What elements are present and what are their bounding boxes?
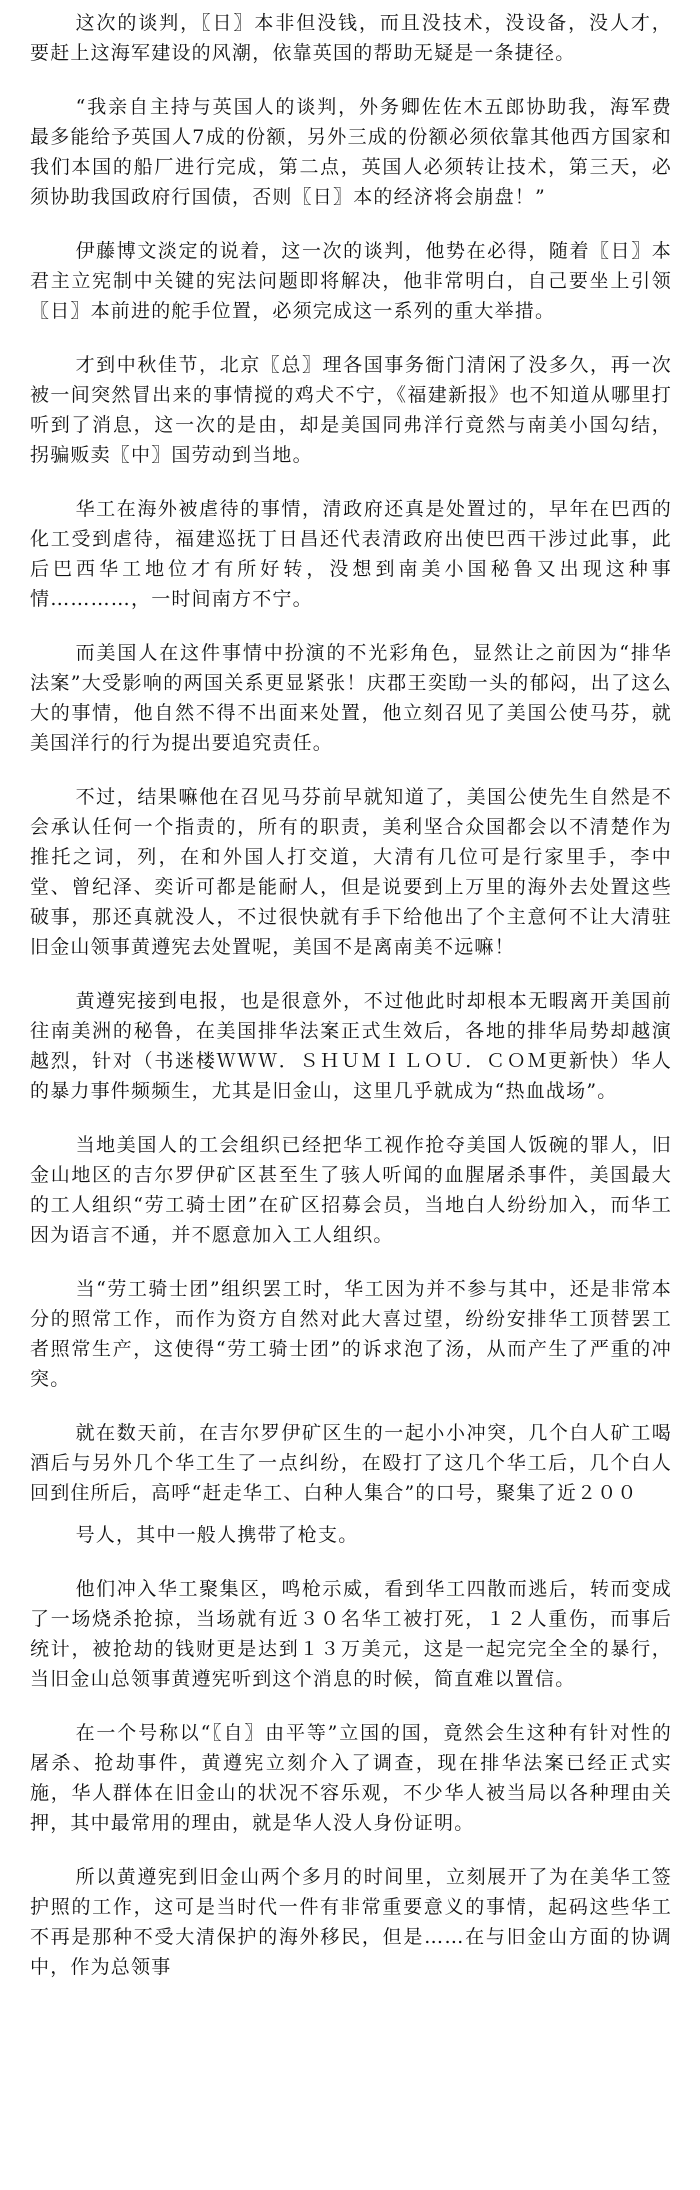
paragraph: 不过，结果嘛他在召见马芬前早就知道了，美国公使先生自然是不会承认任何一个指责的，所有的职责，美利坚合众国都会以不清楚作为推托之词，列，在和外国人打交道，大清有几位可是行家里手，李中堂、曾纪泽、奕䜣可都是能耐人，但是说要到上万里的海外去处置这些破事，那还真就没人，不过很快就有手下给他出了个主意何不让大清驻旧金山领事黄遵宪去处置呢，美国不是离南美不远嘛！ xyxy=(30,786,672,958)
paragraph: 就在数天前，在吉尔罗伊矿区生的一起小小冲突，几个白人矿工喝酒后与另外几个华工生了一点纠纷，在殴打了这几个华工后，几个白人回到住所后，高呼“赶走华工、白种人集合”的口号，聚集了近２００ xyxy=(30,1422,672,1504)
paragraph: 他们冲入华工聚集区，鸣枪示威，看到华工四散而逃后，转而变成了一场烧杀抢掠，当场就有近３０名华工被打死，１２人重伤，而事后统计，被抢劫的钱财更是达到１３万美元，这是一起完完全全的暴行，当旧金山总领事黄遵宪听到这个消息的时候，简直难以置信。 xyxy=(30,1578,672,1690)
paragraph: 当“劳工骑士团”组织罢工时，华工因为并不参与其中，还是非常本分的照常工作，而作为资方自然对此大喜过望，纷纷安排华工顶替罢工者照常生产，这使得“劳工骑士团”的诉求泡了汤，从而产生了严重的冲突。 xyxy=(30,1278,672,1390)
paragraph: “我亲自主持与英国人的谈判，外务卿佐佐木五郎协助我，海军费最多能给予英国人7成的份额，另外三成的份额必须依靠其他西方国家和我们本国的船厂进行完成，第二点，英国人必须转让技术，第三天，必须协助我国政府行国债，否则〖日〗本的经济将会崩盘！” xyxy=(30,96,672,208)
paragraph: 在一个号称以“〖自〗由平等”立国的国，竟然会生这种有针对性的屠杀、抢劫事件，黄遵宪立刻介入了调查，现在排华法案已经正式实施，华人群体在旧金山的状况不容乐观，不少华人被当局以各种理由关押，其中最常用的理由，就是华人没人身份证明。 xyxy=(30,1722,672,1834)
paragraph: 而美国人在这件事情中扮演的不光彩角色，显然让之前因为“排华法案”大受影响的两国关系更显紧张！庆郡王奕劻一头的郁闷，出了这么大的事情，他自然不得不出面来处置，他立刻召见了美国公使马芬，就美国洋行的行为提出要追究责任。 xyxy=(30,642,672,754)
paragraph: 黄遵宪接到电报，也是很意外，不过他此时却根本无暇离开美国前往南美洲的秘鲁，在美国排华法案正式生效后，各地的排华局势却越演越烈，针对（书迷楼ＷＷＷ．ＳＨＵＭＩＬＯＵ．ＣＯＭ更新快）华人的暴力事件频频生，尤其是旧金山，这里几乎就成为“热血战场”。 xyxy=(30,990,672,1102)
paragraph: 这次的谈判，〖日〗本非但没钱，而且没技术，没设备，没人才，要赶上这海军建设的风潮，依靠英国的帮助无疑是一条捷径。 xyxy=(30,12,672,64)
paragraph: 所以黄遵宪到旧金山两个多月的时间里，立刻展开了为在美华工签护照的工作，这可是当时代一件有非常重要意义的事情，起码这些华工不再是那种不受大清保护的海外移民，但是……在与旧金山方面的协调中，作为总领事 xyxy=(30,1866,672,1978)
paragraph: 才到中秋佳节，北京〖总〗理各国事务衙门清闲了没多久，再一次被一间突然冒出来的事情搅的鸡犬不宁，《福建新报》也不知道从哪里打听到了消息，这一次的是由，却是美国同弗洋行竟然与南美小国勾结，拐骗贩卖〖中〗国劳动到当地。 xyxy=(30,354,672,466)
paragraph: 号人，其中一般人携带了枪支。 xyxy=(75,1524,359,1546)
paragraph: 当地美国人的工会组织已经把华工视作抢夺美国人饭碗的罪人，旧金山地区的吉尔罗伊矿区甚至生了骇人听闻的血腥屠杀事件，美国最大的工人组织“劳工骑士团”在矿区招募会员，当地白人纷纷加入，而华工因为语言不通，并不愿意加入工人组织。 xyxy=(30,1134,672,1246)
paragraph: 华工在海外被虐待的事情，清政府还真是处置过的，早年在巴西的化工受到虐待，福建巡抚丁日昌还代表清政府出使巴西干涉过此事，此后巴西华工地位才有所好转，没想到南美小国秘鲁又出现这种事情…………，一时间南方不宁。 xyxy=(30,498,672,610)
paragraph: 伊藤博文淡定的说着，这一次的谈判，他势在必得，随着〖日〗本君主立宪制中关键的宪法问题即将解决，他非常明白，自己要坐上引领〖日〗本前进的舵手位置，必须完成这一系列的重大举措。 xyxy=(30,240,672,322)
